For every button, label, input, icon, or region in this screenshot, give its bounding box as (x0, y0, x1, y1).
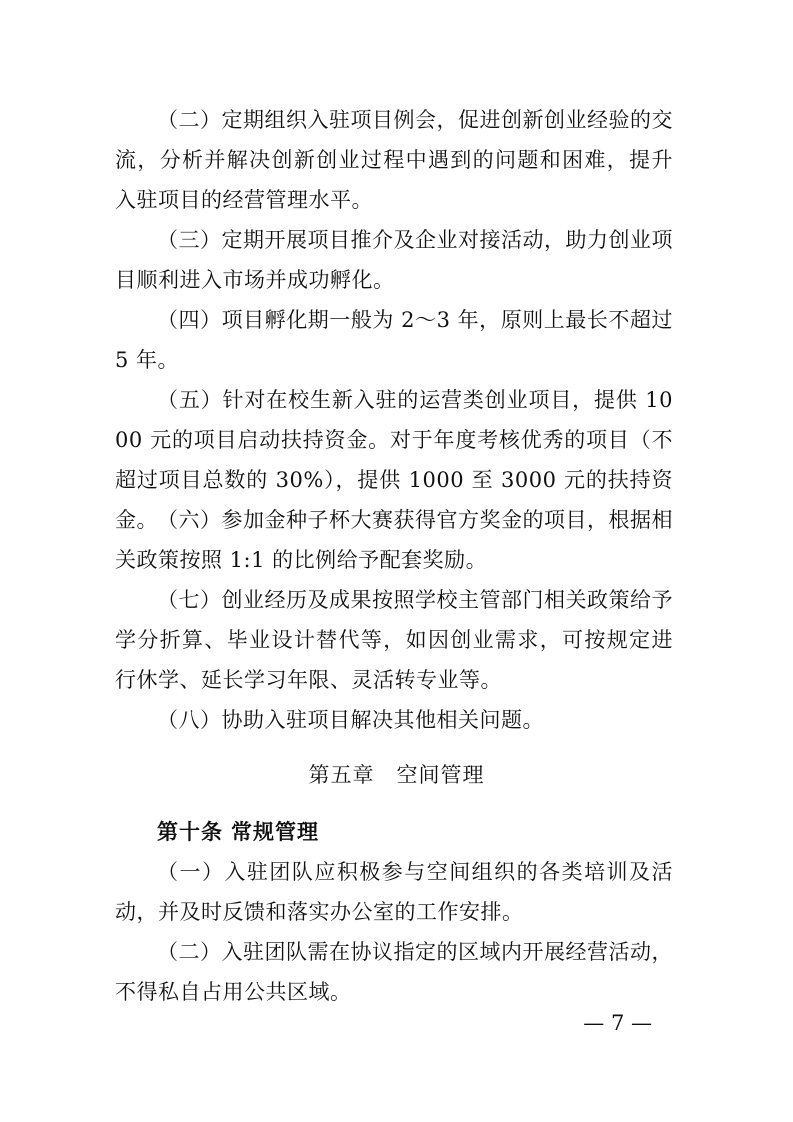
article-heading (157, 812, 319, 852)
paragraph-article-item-2: （二）入驻团队需在协议指定的区域内开展经营活动，不得私自占用公共区域。 (115, 940, 673, 1004)
paragraph-item-5: （五）针对在校生新入驻的运营类创业项目，提供 1000 元的项目启动扶持资金。对于年度考核优秀的项目（不超过项目总数的 30%），提供 1000 至 3000 元的扶持资金。 (115, 388, 673, 532)
chapter-number: 第五章 (308, 763, 375, 787)
article-title: 常规管理 (231, 820, 319, 844)
paragraph-item-8: （八）协助入驻项目解决其他相关问题。 (157, 708, 544, 732)
paragraph-item-2: （二）定期组织入驻项目例会，促进创新创业经验的交流，分析并解决创新创业过程中遇到的问题和困难，提升入驻项目的经营管理水平。 (115, 108, 673, 212)
paragraph-article-item-1: （一）入驻团队应积极参与空间组织的各类培训及活动，并及时反馈和落实办公室的工作安排。 (115, 860, 673, 924)
paragraph-item-3: （三）定期开展项目推介及企业对接活动，助力创业项目顺利进入市场并成功孵化。 (115, 228, 673, 292)
paragraph-item-7: （七）创业经历及成果按照学校主管部门相关政策给予学分折算、毕业设计替代等，如因创业需求，可按规定进行休学、延长学习年限、灵活转专业等。 (115, 588, 673, 692)
chapter-title: 空间管理 (396, 763, 485, 787)
paragraph-item-4: （四）项目孵化期一般为 2～3 年，原则上最长不超过 5 年。 (115, 308, 673, 372)
paragraph-item-6: （六）参加金种子杯大赛获得官方奖金的项目，根据相关政策按照 1:1 的比例给予配套奖励。 (115, 508, 673, 572)
article-number: 第十条 (157, 820, 223, 844)
page-number: — 7 — (583, 1011, 652, 1035)
chapter-heading (0, 755, 793, 795)
